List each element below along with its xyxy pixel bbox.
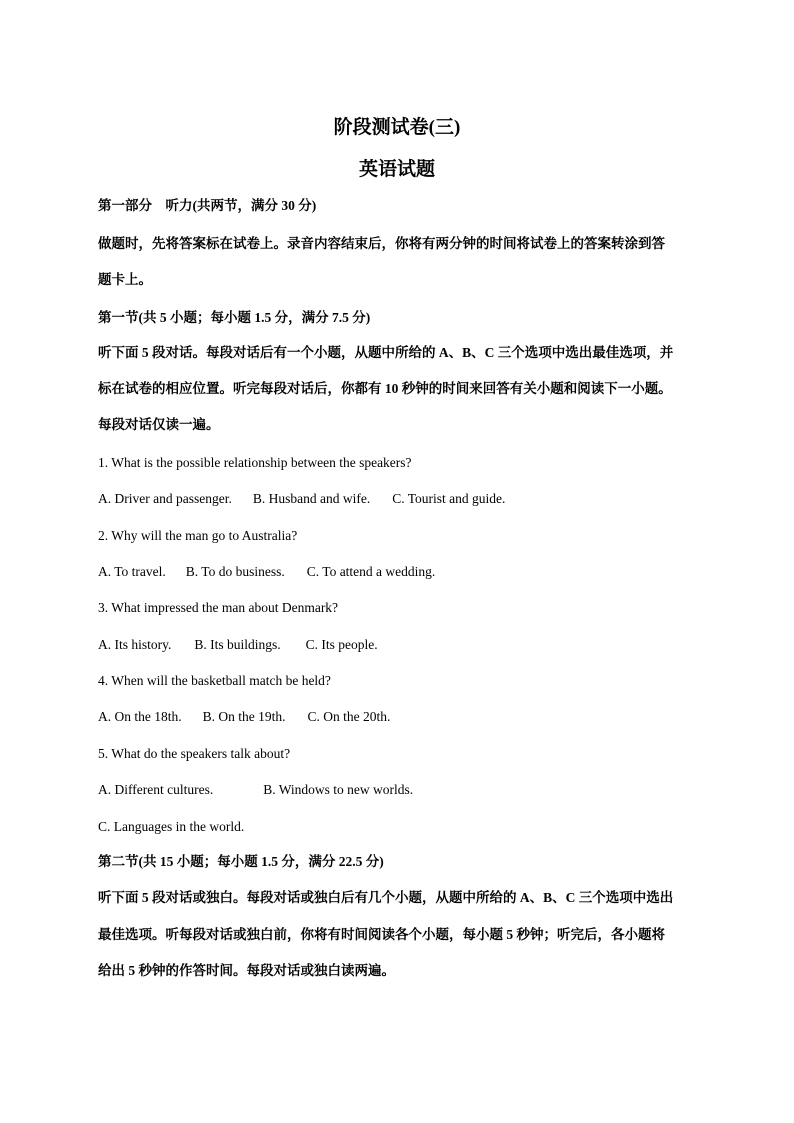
option-a: A. Different cultures. [98, 782, 214, 797]
option-b: B. Its buildings. [194, 637, 281, 652]
option-b: B. Windows to new worlds. [263, 782, 414, 797]
section2-heading: 第二节(共 15 小题；每小题 1.5 分，满分 22.5 分) [98, 854, 384, 869]
section1-heading: 第一节(共 5 小题；每小题 1.5 分，满分 7.5 分) [98, 310, 371, 325]
option-a: A. On the 18th. [98, 709, 182, 724]
question-4: 4. When will the basketball match be held? [98, 673, 331, 688]
part1-instruction-line2: 题卡上。 [98, 272, 152, 287]
exam-title: 阶段测试卷(三) [333, 117, 461, 138]
option-c: C. Tourist and guide. [392, 491, 506, 506]
question-1-options [98, 492, 708, 506]
option-b: B. To do business. [185, 564, 285, 579]
option-c: C. To attend a wedding. [306, 564, 436, 579]
section2-instruction-line2: 最佳选项。听每段对话或独白前，你将有时间阅读各个小题，每小题 5 秒钟；听完后，各小题将 [98, 927, 665, 942]
question-2-options [98, 565, 708, 579]
question-3: 3. What impressed the man about Denmark? [98, 600, 339, 615]
option-a: A. To travel. [98, 564, 166, 579]
section1-instruction-line2: 标在试卷的相应位置。听完每段对话后，你都有 10 秒钟的时间来回答有关小题和阅读下一小题。 [98, 381, 672, 396]
part1-heading: 第一部分 听力(共两节，满分 30 分) [98, 198, 317, 213]
question-1: 1. What is the possible relationship between the speakers? [98, 455, 412, 470]
option-a: A. Its history. [98, 637, 172, 652]
question-5-options [98, 783, 708, 797]
exam-subtitle: 英语试题 [358, 159, 435, 180]
option-a: A. Driver and passenger. [98, 491, 232, 506]
option-c: C. On the 20th. [307, 709, 391, 724]
section1-instruction-line1: 听下面 5 段对话。每段对话后有一个小题，从题中所给的 A、B、C 三个选项中选出最佳选项，并 [98, 345, 674, 360]
section2-instruction-line3: 给出 5 秒钟的作答时间。每段对话或独白读两遍。 [98, 963, 395, 978]
question-5: 5. What do the speakers talk about? [98, 746, 291, 761]
question-3-options [98, 638, 708, 652]
part1-instruction-line1: 做题时，先将答案标在试卷上。录音内容结束后，你将有两分钟的时间将试卷上的答案转涂到答 [98, 236, 665, 251]
option-b: B. On the 19th. [202, 709, 286, 724]
section1-instruction-line3: 每段对话仅读一遍。 [98, 417, 220, 432]
question-4-options [98, 710, 708, 724]
question-5-option-c: C. Languages in the world. [98, 819, 245, 834]
question-2: 2. Why will the man go to Australia? [98, 528, 298, 543]
section2-instruction-line1: 听下面 5 段对话或独白。每段对话或独白后有几个小题，从题中所给的 A、B、C 三个选项中选出 [98, 890, 674, 905]
option-c: C. Its people. [305, 637, 378, 652]
option-b: B. Husband and wife. [252, 491, 371, 506]
